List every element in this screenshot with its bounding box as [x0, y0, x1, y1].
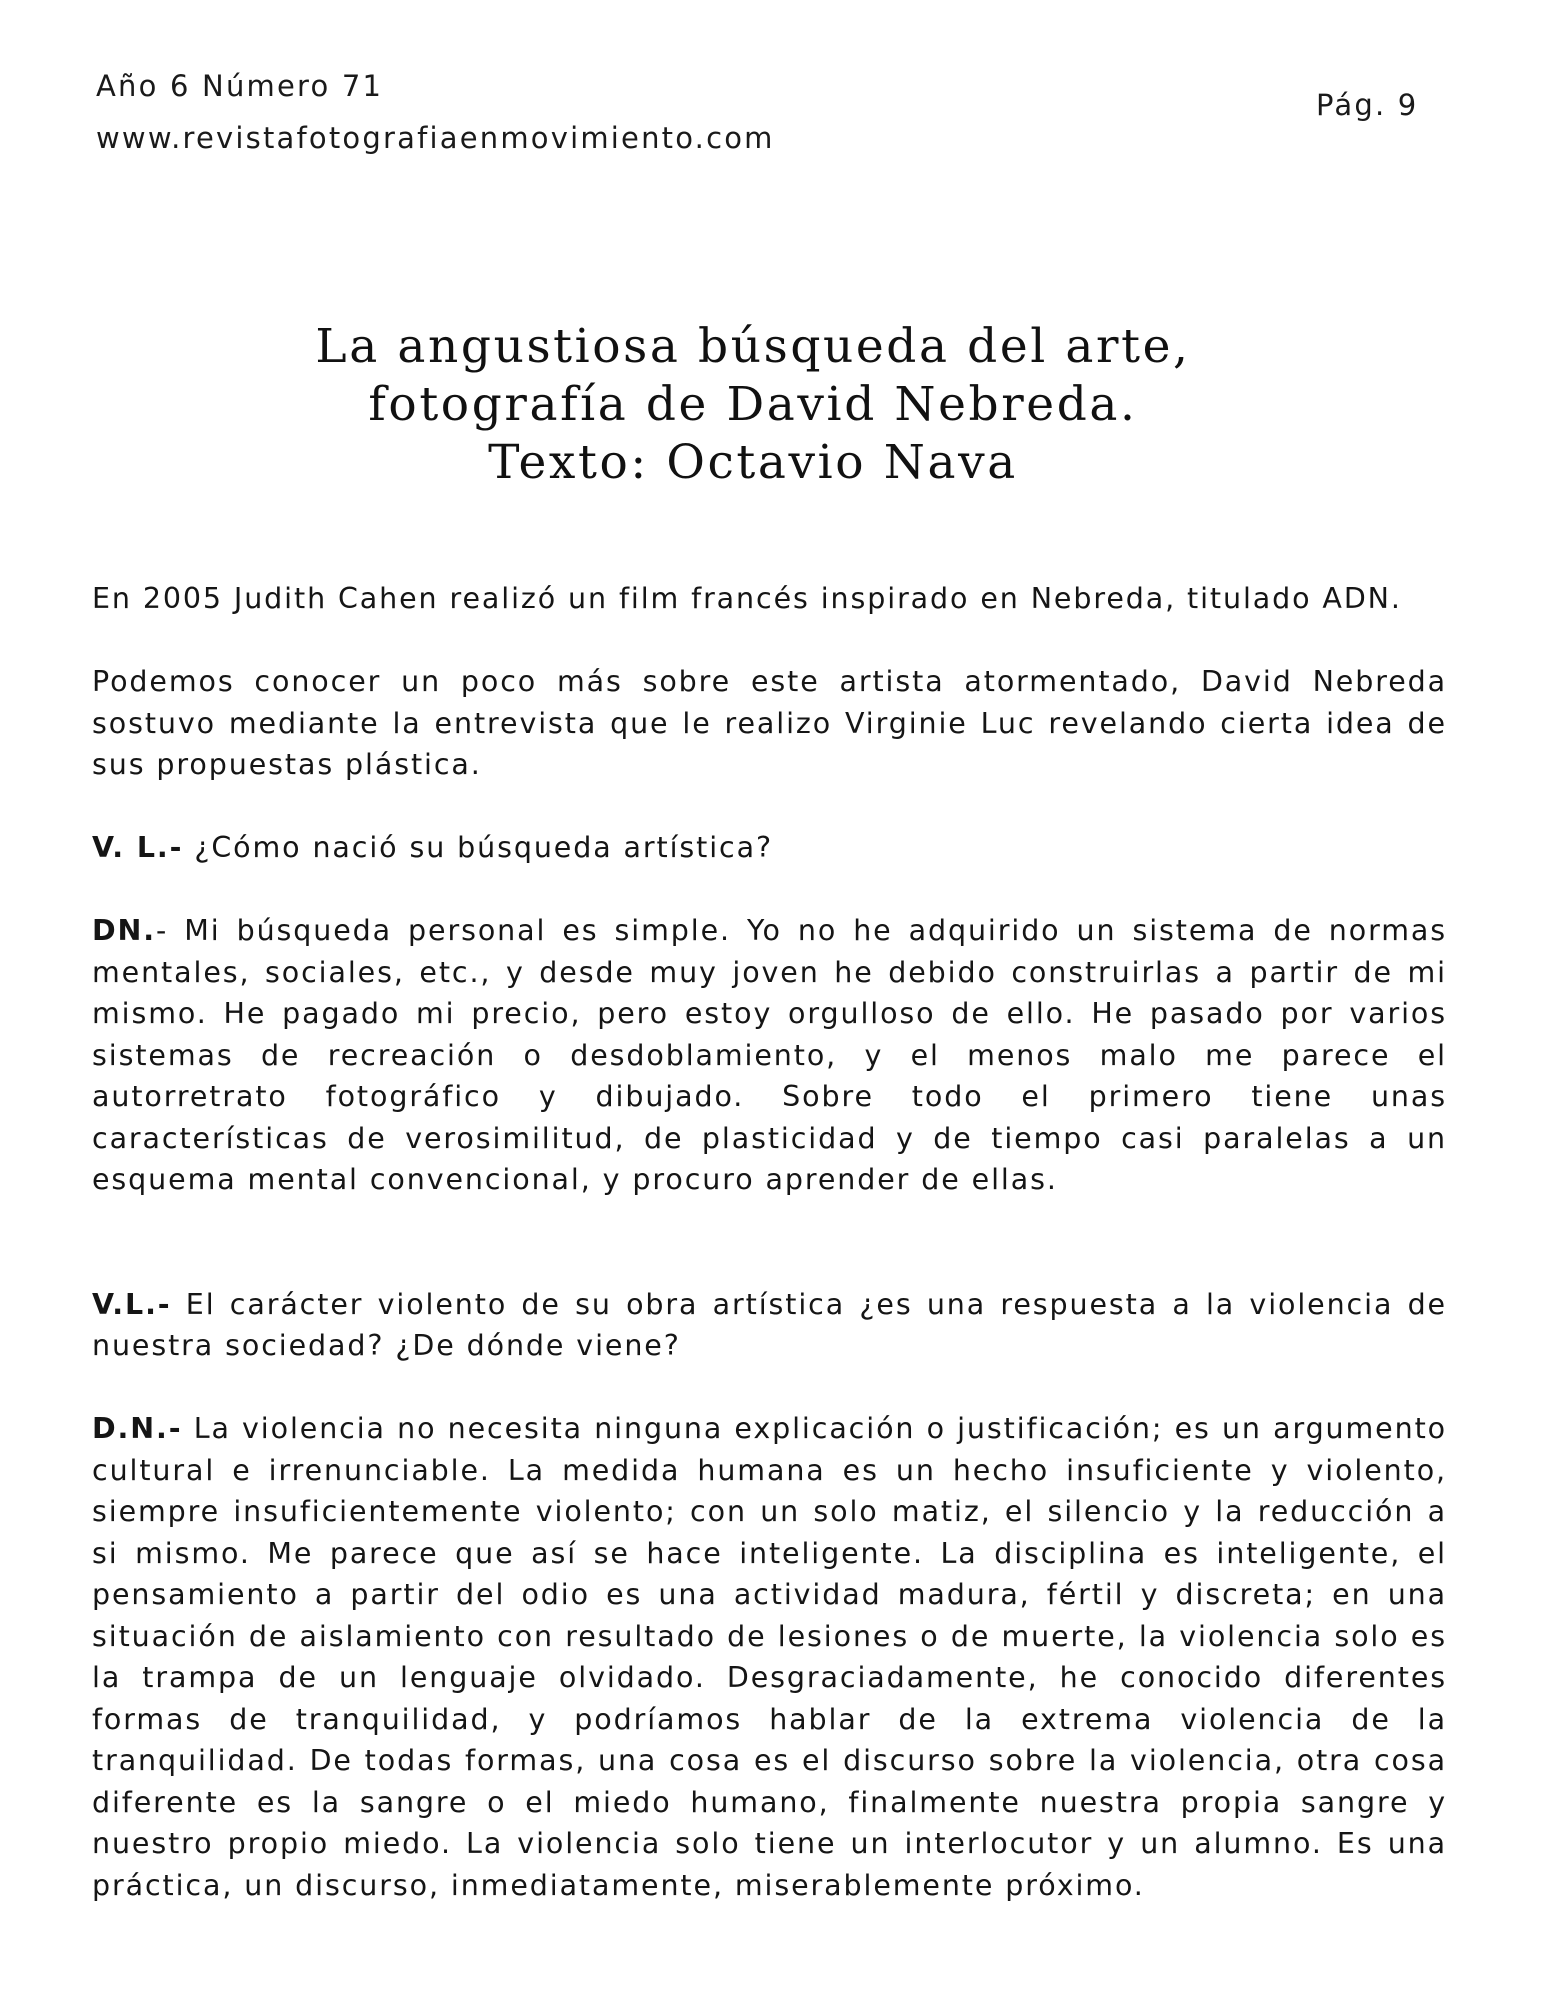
answer-2-speaker: D.N.- — [92, 1412, 183, 1445]
title-line-2: fotografía de David Nebreda. — [368, 377, 1138, 432]
answer-1 — [92, 910, 1447, 1201]
question-1 — [92, 827, 1447, 869]
paragraph-intro: En 2005 Judith Cahen realizó un film francés inspirado en Nebreda, titulado ADN. — [92, 582, 1402, 615]
answer-2 — [92, 1408, 1447, 1906]
magazine-header — [96, 60, 775, 164]
answer-1-speaker: DN. — [92, 914, 157, 947]
question-1-text: ¿Cómo nació su búsqueda artística? — [183, 831, 774, 864]
question-2 — [92, 1284, 1447, 1367]
answer-1-text: - Mi búsqueda personal es simple. Yo no he adquirido un sistema de normas mentales, sociales, etc., y desde muy joven he debido construirlas a partir de mi mismo. He pagado mi precio, pero estoy orgulloso de ello. He pasado por varios sistemas de recreación o desdoblamiento, y el menos malo me parece el autorretrato fotográfico y dibujado. Sobre todo el primero tiene unas características de verosimilitud, de plasticidad y de tiempo casi paralelas a un esquema mental convencional, y procuro aprender de ellas. — [92, 914, 1447, 1196]
website-url: www.revistafotografiaenmovimiento.com — [96, 121, 775, 155]
question-2-text: El carácter violento de su obra artística ¿es una respuesta a la violencia de nuestra sociedad? ¿De dónde viene? — [92, 1287, 1447, 1362]
page-number: Pág. 9 — [1316, 88, 1419, 122]
answer-2-text: La violencia no necesita ninguna explicación o justificación; es un argumento cultural e irrenunciable. La medida humana es un hecho insuficiente y violento, siempre insuficientemente violento; con un solo matiz, el silencio y la reducción a si mismo. Me parece que así se hace inteligente. La disciplina es inteligente, el pensamiento a partir del odio es una actividad madura, fértil y discreta; en una situación de aislamiento con resultado de lesiones o de muerte, la violencia solo es la trampa de un lenguaje olvidado. Desgraciadamente, he conocido diferentes formas de tranquilidad, y podríamos hablar de la extrema violencia de la tranquilidad. De todas formas, una cosa es el discurso sobre la violencia, otra cosa diferente es la sangre o el miedo humano, finalmente nuestra propia sangre y nuestro propio miedo. La violencia solo tiene un interlocutor y un alumno. Es una práctica, un discurso, inmediatamente, miserablemente próximo. — [92, 1412, 1447, 1902]
question-2-speaker: V.L.- — [92, 1287, 172, 1321]
article-title — [0, 318, 1506, 492]
title-line-1: La angustiosa búsqueda del arte, — [315, 319, 1191, 374]
article-body — [92, 578, 1447, 1948]
issue-number: Año 6 Número 71 — [96, 69, 384, 103]
paragraph-context: Podemos conocer un poco más sobre este artista atormentado, David Nebreda sostuvo mediante la entrevista que le realizo Virginie Luc revelando cierta idea de sus propuestas plástica. — [92, 665, 1447, 781]
question-1-speaker: V. L.- — [92, 831, 184, 864]
title-author-line: Texto: Octavio Nava — [488, 435, 1018, 490]
